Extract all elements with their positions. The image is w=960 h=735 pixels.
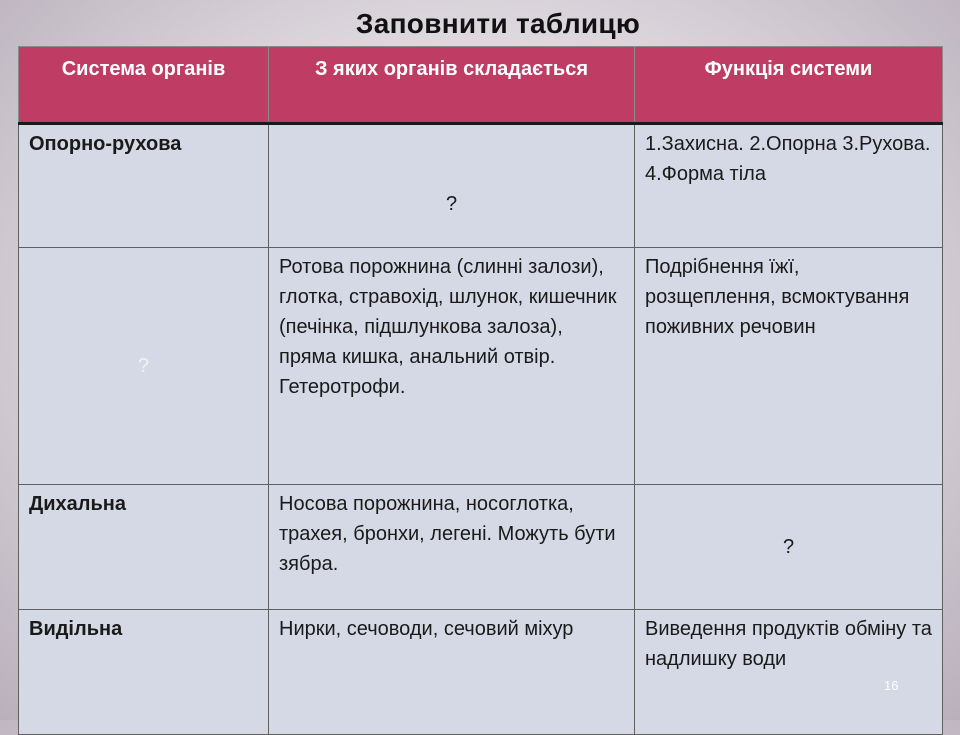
table-row (19, 610, 943, 735)
page-number: 16 (884, 678, 899, 693)
cell-organs: Нирки, сечоводи, сечовий міхур (269, 610, 635, 735)
header-function: Функція системи (635, 47, 943, 124)
table-row (19, 124, 943, 248)
cell-organs: ? (269, 124, 635, 248)
cell-function: Виведення продуктів обміну та надлишку води (635, 610, 943, 735)
header-system: Система органів (19, 47, 269, 124)
cell-organs: Носова порожнина, носоглотка, трахея, бронхи, легені. Можуть бути зябра. (269, 485, 635, 610)
cell-system: Дихальна (19, 485, 269, 610)
cell-function: 1.Захисна. 2.Опорна 3.Рухова. 4.Форма тіла (635, 124, 943, 248)
header-row (19, 47, 943, 124)
cell-organs: Ротова порожнина (слинні залози), глотка, стравохід, шлунок, кишечник (печінка, підшлункова залоза), пряма кишка, анальний отвір. Гетеротрофи. (269, 248, 635, 485)
slide-title: Заповнити таблицю (355, 8, 641, 39)
cell-function: Подрібнення їжї, розщеплення, всмоктування поживних речовин (635, 248, 943, 485)
header-organs: З яких органів складається (269, 47, 635, 124)
table-row (19, 248, 943, 485)
cell-system: Опорно-рухова (19, 124, 269, 248)
cell-system: Видільна (19, 610, 269, 735)
table-row (19, 485, 943, 610)
cell-function: ? (635, 485, 943, 610)
cell-system: ? (19, 248, 269, 485)
organ-systems-table (18, 46, 943, 735)
